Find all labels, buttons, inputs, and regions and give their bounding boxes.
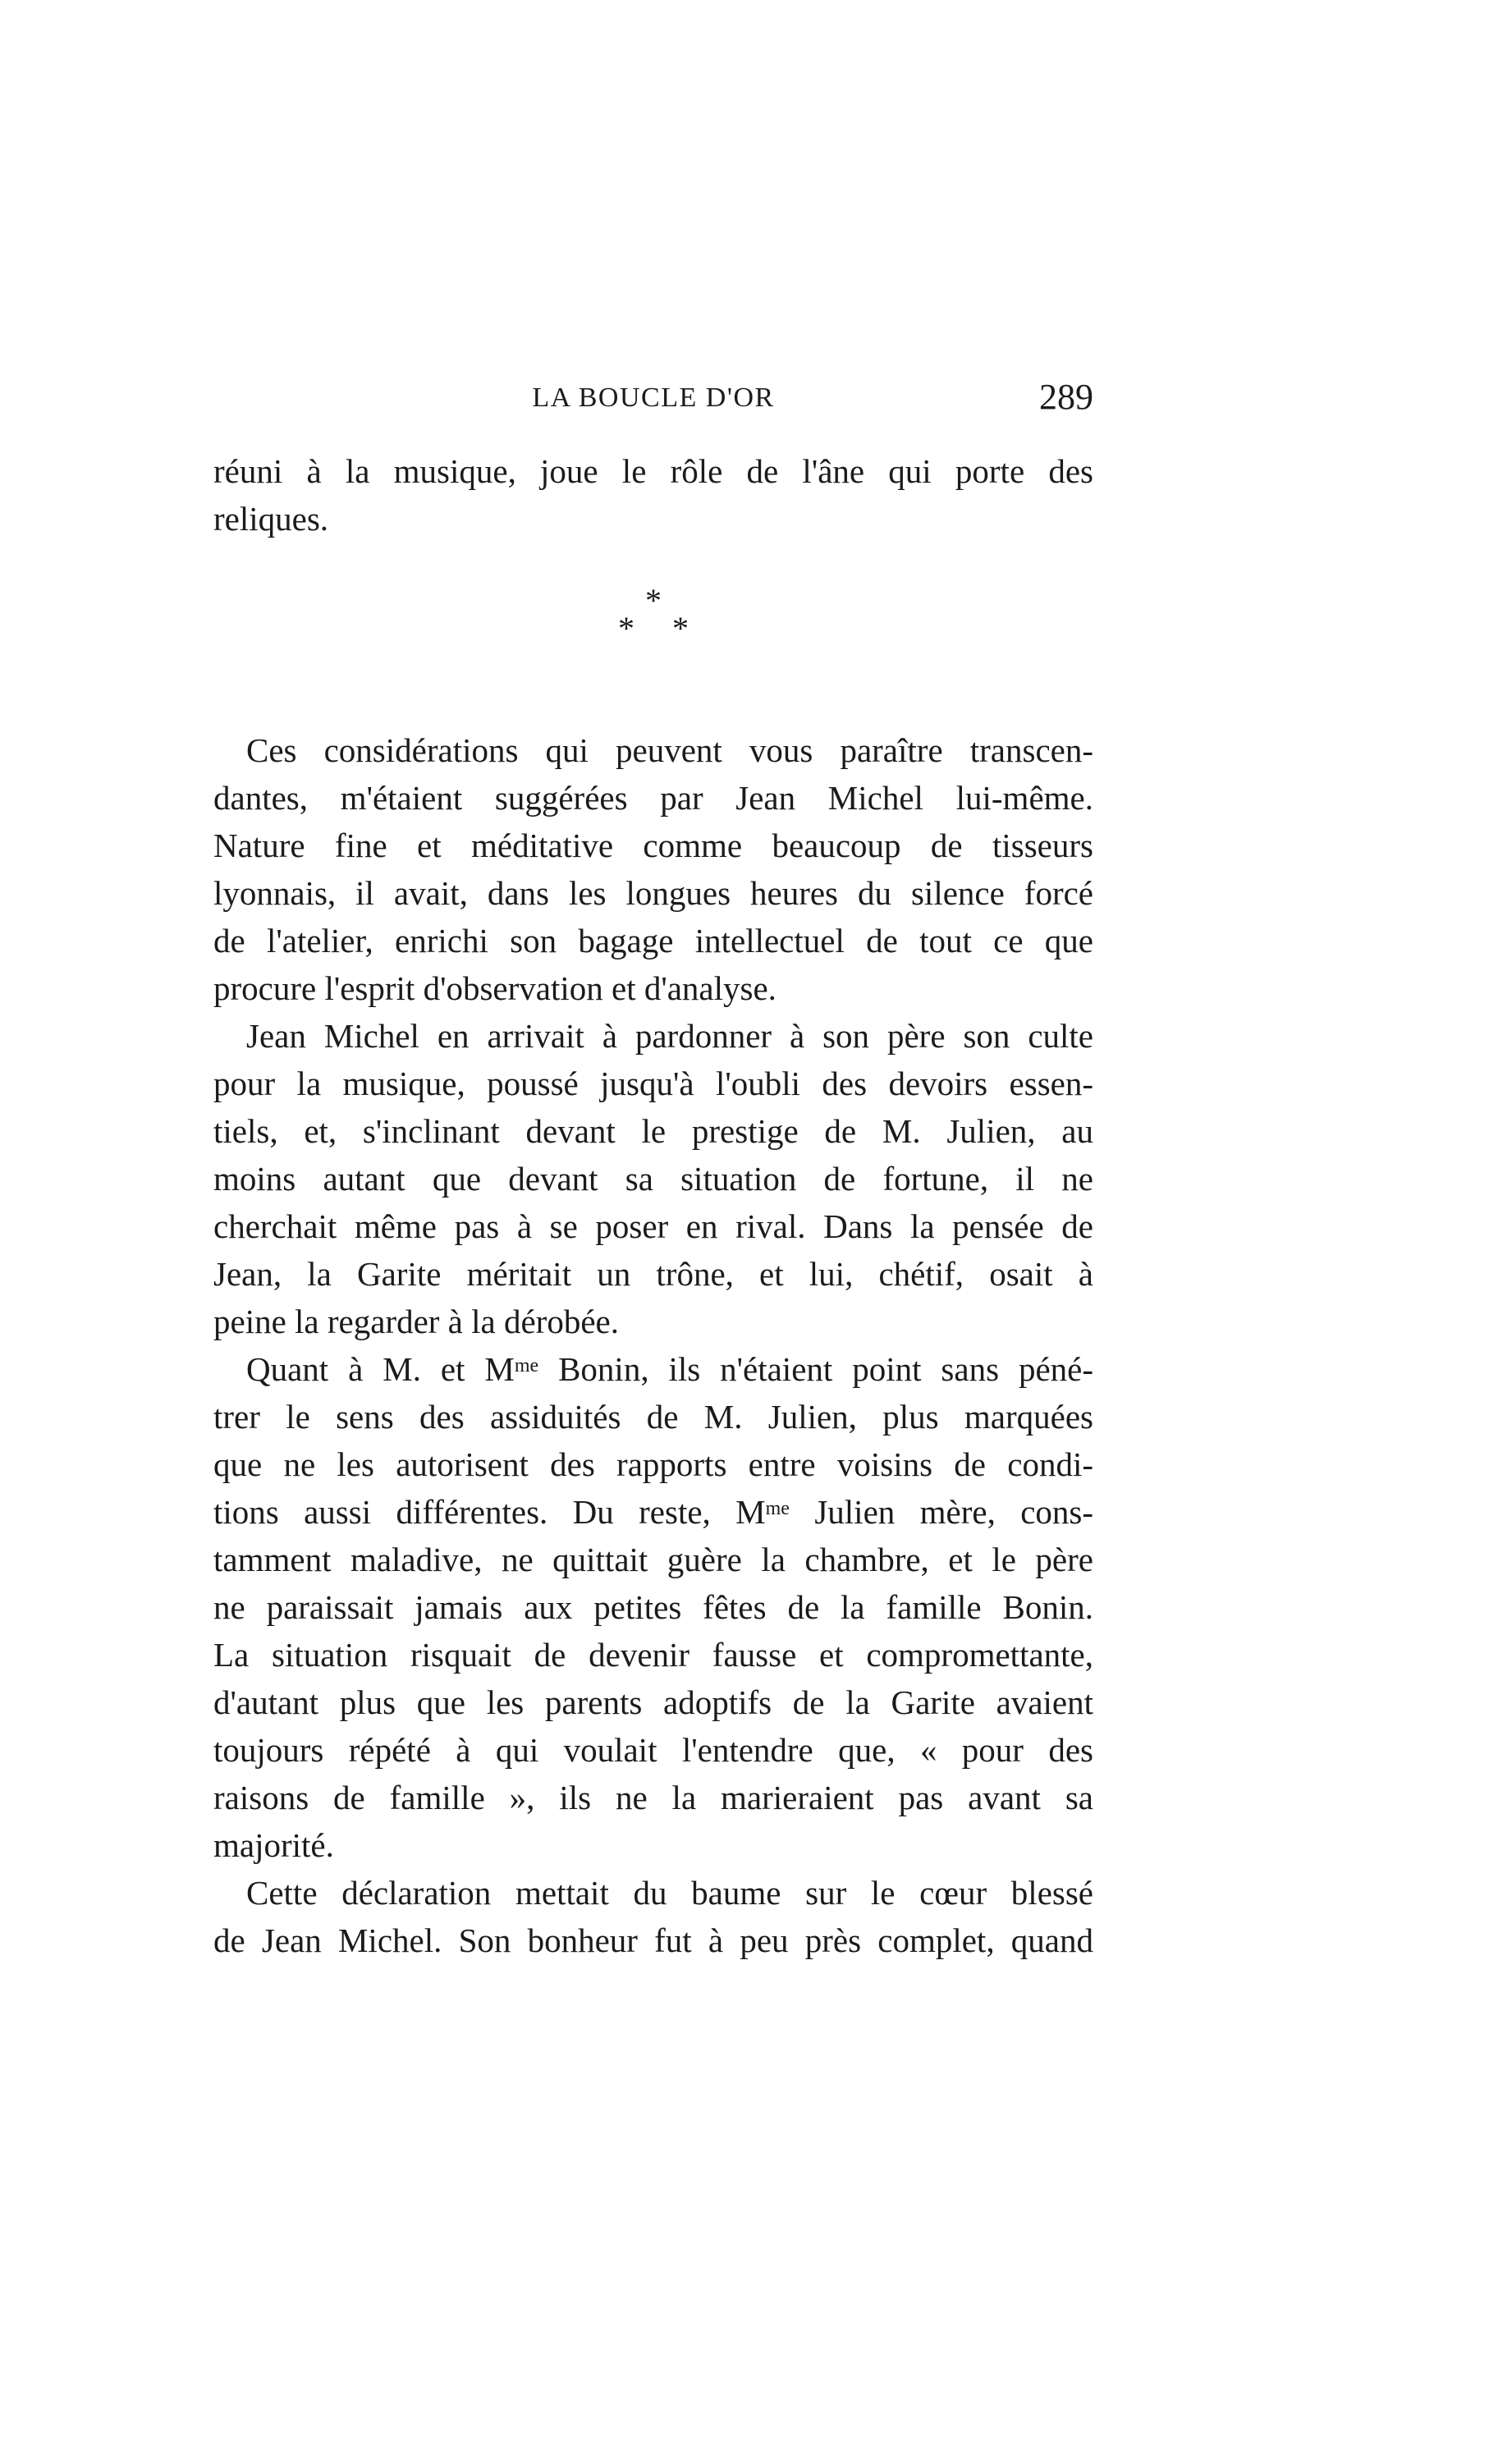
text-line: de Jean Michel. Son bonheur fut à peu près complet, quand: [213, 1921, 1093, 1959]
text-fragment: Julien mère, cons-: [789, 1493, 1094, 1531]
asterism-bottom: * *: [618, 610, 703, 647]
text-line: Jean, la Garite méritait un trône, et lui, chétif, osait à: [213, 1255, 1093, 1293]
text-line: peine la regarder à la dérobée.: [213, 1303, 619, 1340]
text-line: lyonnais, il avait, dans les longues heures du silence forcé: [213, 874, 1093, 912]
body-text-top: [213, 447, 1093, 543]
running-title: LA BOUCLE D'OR: [532, 382, 775, 413]
text-line: dantes, m'étaient suggérées par Jean Michel lui-même.: [213, 779, 1093, 817]
page-number: 289: [1039, 377, 1093, 417]
text-line: moins autant que devant sa situation de fortune, il ne: [213, 1160, 1093, 1198]
text-fragment: tions aussi différentes. Du reste, M: [213, 1493, 766, 1531]
text-line: ne paraissait jamais aux petites fêtes de la famille Bonin.: [213, 1588, 1093, 1626]
text-line: de l'atelier, enrichi son bagage intellectuel de tout ce que: [213, 922, 1093, 959]
text-line: raisons de famille », ils ne la marieraient pas avant sa: [213, 1779, 1093, 1816]
text-line: tiels, et, s'inclinant devant le prestige de M. Julien, au: [213, 1112, 1093, 1150]
page-header: [213, 376, 1093, 425]
superscript: me: [514, 1355, 539, 1376]
asterism-top: *: [645, 582, 662, 619]
text-line: reliques.: [213, 500, 329, 538]
text-fragment: Bonin, ils n'étaient point sans péné-: [538, 1350, 1093, 1388]
text-line: La situation risquait de devenir fausse et compromettante,: [213, 1636, 1093, 1674]
text-line: majorité.: [213, 1826, 334, 1864]
text-line: Cette déclaration mettait du baume sur le cœur blessé: [246, 1874, 1093, 1912]
text-line: Jean Michel en arrivait à pardonner à son père son culte: [246, 1017, 1093, 1055]
text-fragment: Quant à M. et M: [246, 1350, 515, 1388]
text-line: procure l'esprit d'observation et d'analyse.: [213, 969, 776, 1007]
text-line: Nature fine et méditative comme beaucoup de tisseurs: [213, 827, 1093, 864]
text-line: [213, 1345, 1093, 1393]
text-line: réuni à la musique, joue le rôle de l'âne qui porte des: [213, 452, 1093, 490]
text-line: que ne les autorisent des rapports entre voisins de condi-: [213, 1445, 1093, 1483]
text-line: cherchait même pas à se poser en rival. Dans la pensée de: [213, 1207, 1093, 1245]
text-line: Ces considérations qui peuvent vous paraître transcen-: [246, 731, 1093, 769]
text-line: trer le sens des assiduités de M. Julien, plus marquées: [213, 1398, 1093, 1436]
body-text-main: [213, 726, 1093, 1964]
text-line: [213, 1488, 1093, 1536]
text-line: tamment maladive, ne quittait guère la chambre, et le père: [213, 1541, 1093, 1578]
text-line: d'autant plus que les parents adoptifs de la Garite avaient: [213, 1683, 1093, 1721]
text-line: toujours répété à qui voulait l'entendre que, « pour des: [213, 1731, 1093, 1769]
superscript: me: [765, 1498, 790, 1519]
section-break-asterism: [213, 584, 1093, 666]
text-line: pour la musique, poussé jusqu'à l'oubli des devoirs essen-: [213, 1065, 1093, 1102]
